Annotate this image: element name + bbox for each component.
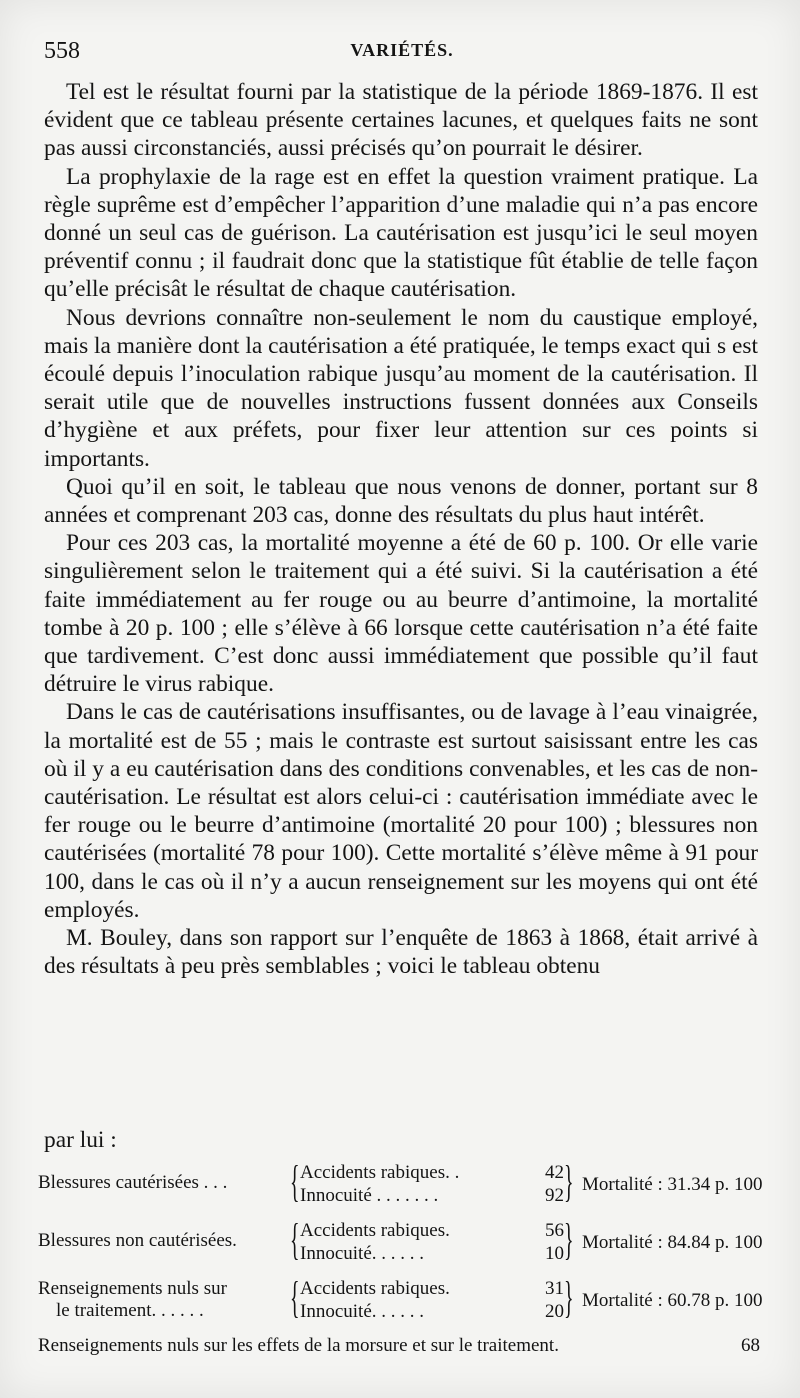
row-values [300,1278,564,1324]
value-number: 42 [545,1162,564,1183]
value-label: Innocuité. . . . . . [300,1243,425,1264]
value-label: Accidents rabiques. [300,1220,450,1241]
value-number: 20 [545,1301,564,1322]
row-values [300,1162,564,1208]
mortality-table [38,1157,764,1338]
table-intro: par lui : [44,1127,117,1153]
value-number: 31 [545,1278,564,1299]
row-category [38,1230,237,1252]
value-number: 92 [545,1185,564,1206]
paragraph: Dans le cas de cautérisations insuffisantes, ou de lavage à l’eau vinaigrée, la mortalité est de 55 ; mais le contraste est surtout saisissant entre les cas où il y a eu cautérisation dans des conditions convenables, et les cas de non-cautérisation. Le résultat est alors celui-ci : cautérisation immédiate avec le fer rouge ou le beurre d’antimoine (mortalité 20 pour 100) ; blessures non cautérisées (mortalité 78 pour 100). Cette mortalité s’élève même à 91 pour 100, dans le cas où il n’y a aucun renseignement sur les moyens qui ont été employés. [44,699,758,923]
table-row [38,1215,764,1278]
row-values [300,1220,564,1266]
mortality-rate: Mortalité : 84.84 p. 100 [582,1232,763,1253]
running-head: VARIÉTÉS. [350,40,454,60]
paragraph: Nous devrions connaître non-seulement le nom du caustique employé, mais la manière dont la cautérisation a été pratiquée, le temps exact qui s est écoulé depuis l’inoculation rabique jusqu’au moment de la cautérisation. Il serait utile que de nouvelles instructions fussent données aux Conseils d’hygiène et aux préfets, pour fixer leur attention sur ces points si importants. [44,304,758,472]
value-label: Accidents rabiques. . [300,1162,460,1183]
left-brace: { [290,1273,300,1322]
value-label: Innocuité . . . . . . . [300,1185,439,1206]
page-header [44,38,760,70]
value-number: 56 [545,1220,564,1241]
mortality-rate: Mortalité : 31.34 p. 100 [582,1174,763,1195]
category-label: le traitement. . . . . . [56,1300,204,1321]
paragraph: M. Bouley, dans son rapport sur l’enquête de 1863 à 1868, était arrivé à des résultats à peu près semblables ; voici le tableau obtenu [44,925,758,980]
value-number: 10 [545,1243,564,1264]
category-label: Renseignements nuls sur [38,1278,227,1299]
right-brace: } [564,1215,574,1264]
page-number: 558 [44,38,80,64]
category-label: Blessures cautérisées . . . [38,1172,228,1193]
paragraph: Quoi qu’il en soit, le tableau que nous venons de donner, portant sur 8 années et comprenant 203 cas, donne des résultats du plus haut intérêt. [44,473,758,529]
article-body [44,78,758,981]
category-label: Blessures non cautérisées. [38,1230,237,1251]
paragraph: Pour ces 203 cas, la mortalité moyenne a été de 60 p. 100. Or elle varie singulièrement selon le traitement qui a été suivi. Si la cautérisation a été faite immédiatement au fer rouge ou au beurre d’antimoine, la mortalité tombe à 20 p. 100 ; elle s’élève à 66 lorsque cette cautérisation n’a été faite que tardivement. C’est donc aussi immédiatement que possible qu’il faut détruire le virus rabique. [44,530,758,698]
row-category [38,1172,227,1194]
left-brace: { [290,1215,300,1264]
right-brace: } [564,1273,574,1322]
final-row-label: Renseignements nuls sur les effets de la morsure et sur le traitement. [38,1335,559,1356]
final-row-value: 68 [741,1335,760,1356]
table-row [38,1157,764,1220]
table-row [38,1273,764,1338]
left-brace: { [290,1157,300,1206]
paragraph: Tel est le résultat fourni par la statistique de la période 1869-1876. Il est évident que ce tableau présente certaines lacunes, et quelques faits ne sont pas aussi circonstanciés, aussi précisés qu’on pourrait le désirer. [44,79,758,162]
value-label: Innocuité. . . . . . [300,1301,425,1322]
mortality-rate: Mortalité : 60.78 p. 100 [582,1290,763,1311]
row-category [38,1278,227,1322]
right-brace: } [564,1157,574,1206]
value-label: Accidents rabiques. [300,1278,450,1299]
paragraph: La prophylaxie de la rage est en effet la question vraiment pratique. La règle suprême est d’empêcher l’apparition d’une maladie qui n’a pas encore donné un seul cas de guérison. La cautérisation est jusqu’ici le seul moyen préventif connu ; il faudrait donc que la statistique fût établie de telle façon qu’elle précisât le résultat de chaque cautérisation. [44,163,758,303]
